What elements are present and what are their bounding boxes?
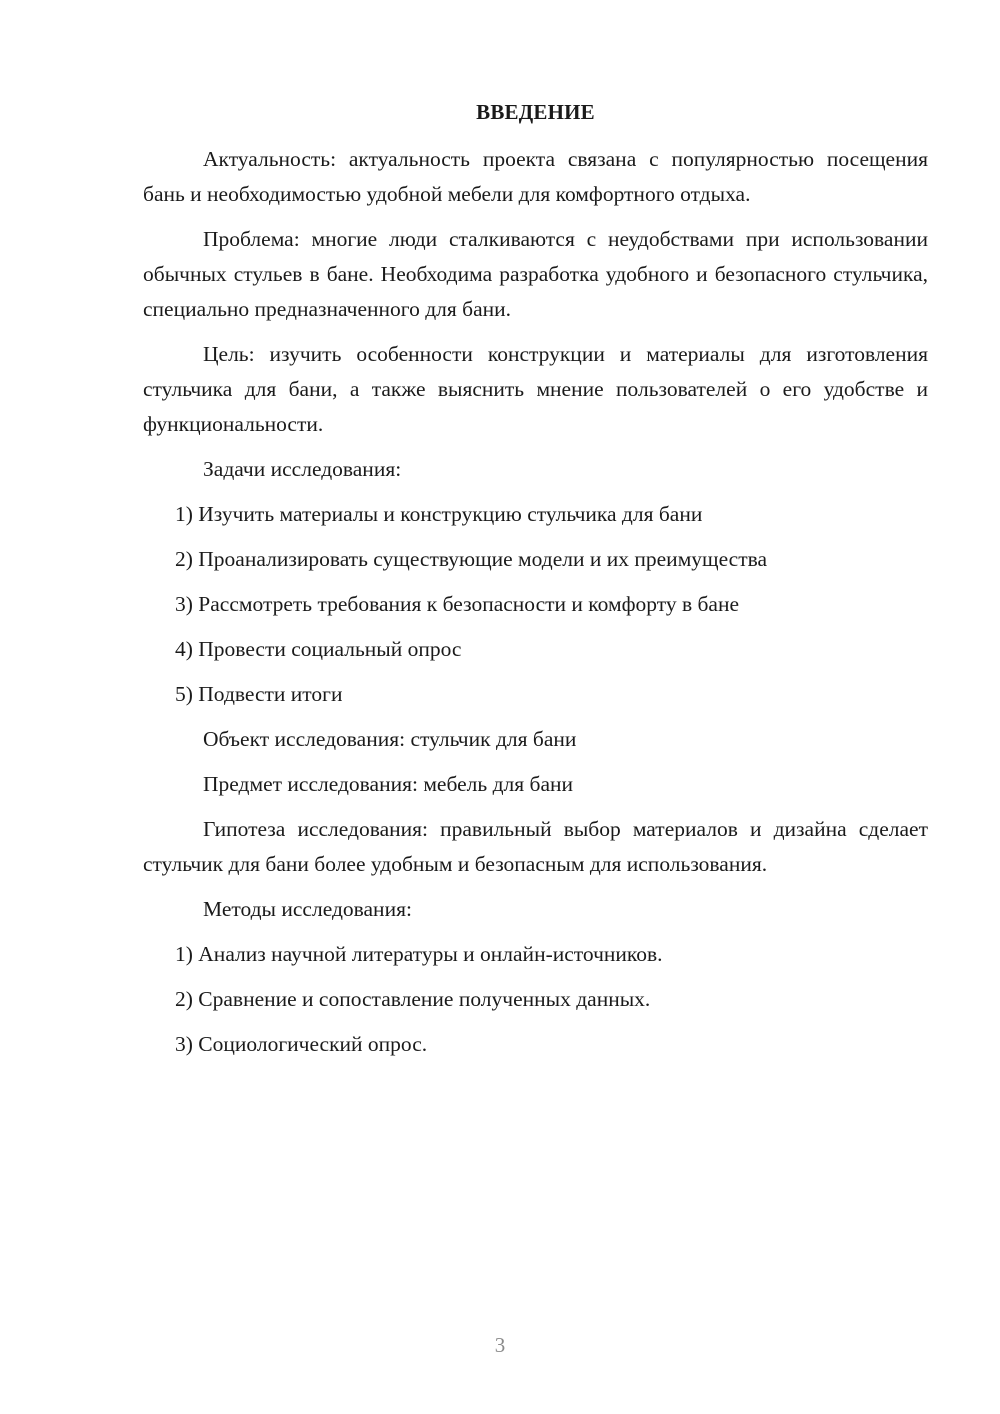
task-item: 1) Изучить материалы и конструкцию стульчика для бани [175, 502, 703, 526]
object-line: Объект исследования: стульчик для бани [203, 727, 577, 751]
methods-heading: Методы исследования: [203, 897, 412, 921]
relevance-paragraph: Актуальность: актуальность проекта связана с популярностью посещения бань и необходимостью удобной мебели для комфортного отдыха. [143, 147, 928, 206]
document-page [143, 95, 928, 1072]
subject-line: Предмет исследования: мебель для бани [203, 772, 574, 796]
task-item: 4) Провести социальный опрос [175, 637, 462, 661]
section-title: ВВЕДЕНИЕ [476, 100, 595, 124]
goal-paragraph: Цель: изучить особенности конструкции и материалы для изготовления стульчика для бани, а также выяснить мнение пользователей о его удобстве и функциональности. [143, 342, 928, 436]
hypothesis-paragraph: Гипотеза исследования: правильный выбор материалов и дизайна сделает стульчик для бани более удобным и безопасным для использования. [143, 817, 928, 876]
task-item: 2) Проанализировать существующие модели и их преимущества [175, 547, 768, 571]
tasks-heading: Задачи исследования: [203, 457, 402, 481]
method-item: 2) Сравнение и сопоставление полученных данных. [175, 987, 651, 1011]
page-number: 3 [494, 1333, 506, 1357]
method-item: 3) Социологический опрос. [175, 1032, 428, 1056]
problem-paragraph: Проблема: многие люди сталкиваются с неудобствами при использовании обычных стульев в бане. Необходима разработка удобного и безопасного стульчика, специально предназначенного для бани. [143, 227, 928, 321]
task-item: 5) Подвести итоги [175, 682, 343, 706]
method-item: 1) Анализ научной литературы и онлайн-источников. [175, 942, 663, 966]
task-item: 3) Рассмотреть требования к безопасности и комфорту в бане [175, 592, 740, 616]
